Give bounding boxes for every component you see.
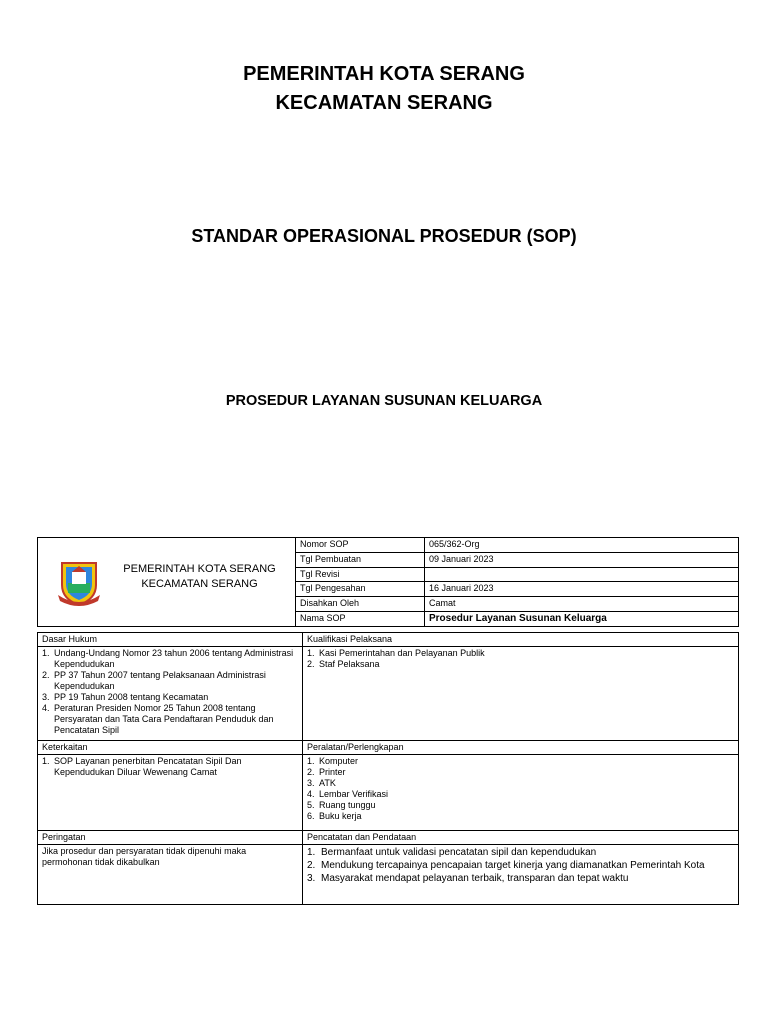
list-item: 2. Staf Pelaksana [307,659,380,669]
list-item: 3. Masyarakat mendapat pelayanan terbaik, transparan dan tepat waktu [307,873,629,884]
sop-name-value: Prosedur Layanan Susunan Keluarga [425,612,739,627]
list-item: 4. Lembar Verifikasi [307,789,389,799]
kualifikasi-list-cell [303,647,739,741]
section-heading: Keterkaitan [38,741,303,755]
list-item: 2. Printer [307,767,346,777]
list-item: 1. Bermanfaat untuk validasi pencatatan sipil dan kependudukan [307,847,597,858]
list-item: 1. SOP Layanan penerbitan Pencatatan Sipil Dan Kependudukan Diluar Wewenang Camat [42,756,242,777]
identity-value: Camat [425,597,739,612]
list-item: 3. PP 19 Tahun 2008 tentang Kecamatan [42,692,209,702]
identity-value: 09 Januari 2023 [425,552,739,567]
sop-identity-table [37,537,739,627]
org-line-1: PEMERINTAH KOTA SERANG [123,563,276,575]
pencatatan-list-cell [303,845,739,905]
peringatan-text: Jika prosedur dan persyaratan tidak dipenuhi maka permohonan tidak dikabulkan [38,845,303,905]
list-item: 1. Kasi Pemerintahan dan Pelayanan Publik [307,648,485,658]
identity-label: Disahkan Oleh [296,597,425,612]
procedure-title: PROSEDUR LAYANAN SUSUNAN KELUARGA [225,393,543,409]
list-item: 5. Ruang tunggu [307,800,376,810]
header-line-2: KECAMATAN SERANG [275,92,493,114]
keterkaitan-list-cell [38,755,303,831]
list-item: 1. Komputer [307,756,359,766]
identity-label: Nama SOP [296,612,425,627]
identity-label: Tgl Pembuatan [296,552,425,567]
identity-label: Tgl Revisi [296,567,425,582]
list-item: 1. Undang-Undang Nomor 23 tahun 2006 tentang Administrasi Kependudukan [42,648,294,669]
identity-value [425,567,739,582]
identity-value: 16 Januari 2023 [425,582,739,597]
page-header [0,60,768,118]
logo-cell [38,538,296,627]
section-heading: Peringatan [38,831,303,845]
section-heading: Peralatan/Perlengkapan [303,741,739,755]
section-heading: Kualifikasi Pelaksana [303,633,739,647]
list-item: 2. PP 37 Tahun 2007 tentang Pelaksanaan Administrasi Kependudukan [42,670,266,691]
serang-emblem-icon [54,557,104,607]
list-item: 6. Buku kerja [307,811,362,821]
identity-label: Tgl Pengesahan [296,582,425,597]
dasar-hukum-list-cell [38,647,303,741]
document-title: STANDAR OPERASIONAL PROSEDUR (SOP) [191,226,577,246]
organization-name [104,562,295,592]
sop-details-table [37,632,739,905]
list-item: 2. Mendukung tercapainya pencapaian target kinerja yang diamanatkan Pemerintah Kota [307,860,705,871]
org-line-2: KECAMATAN SERANG [141,578,258,590]
section-heading: Dasar Hukum [38,633,303,647]
list-item: 4. Peraturan Presiden Nomor 25 Tahun 2008 tentang Persyaratan dan Tata Cara Pendaftaran Penduduk dan Pencatatan Sipil [42,703,274,735]
header-line-1: PEMERINTAH KOTA SERANG [243,63,525,85]
section-heading: Pencatatan dan Pendataan [303,831,739,845]
list-item: 3. ATK [307,778,336,788]
peralatan-list-cell [303,755,739,831]
identity-label: Nomor SOP [296,538,425,553]
identity-value: 065/362-Org [425,538,739,553]
